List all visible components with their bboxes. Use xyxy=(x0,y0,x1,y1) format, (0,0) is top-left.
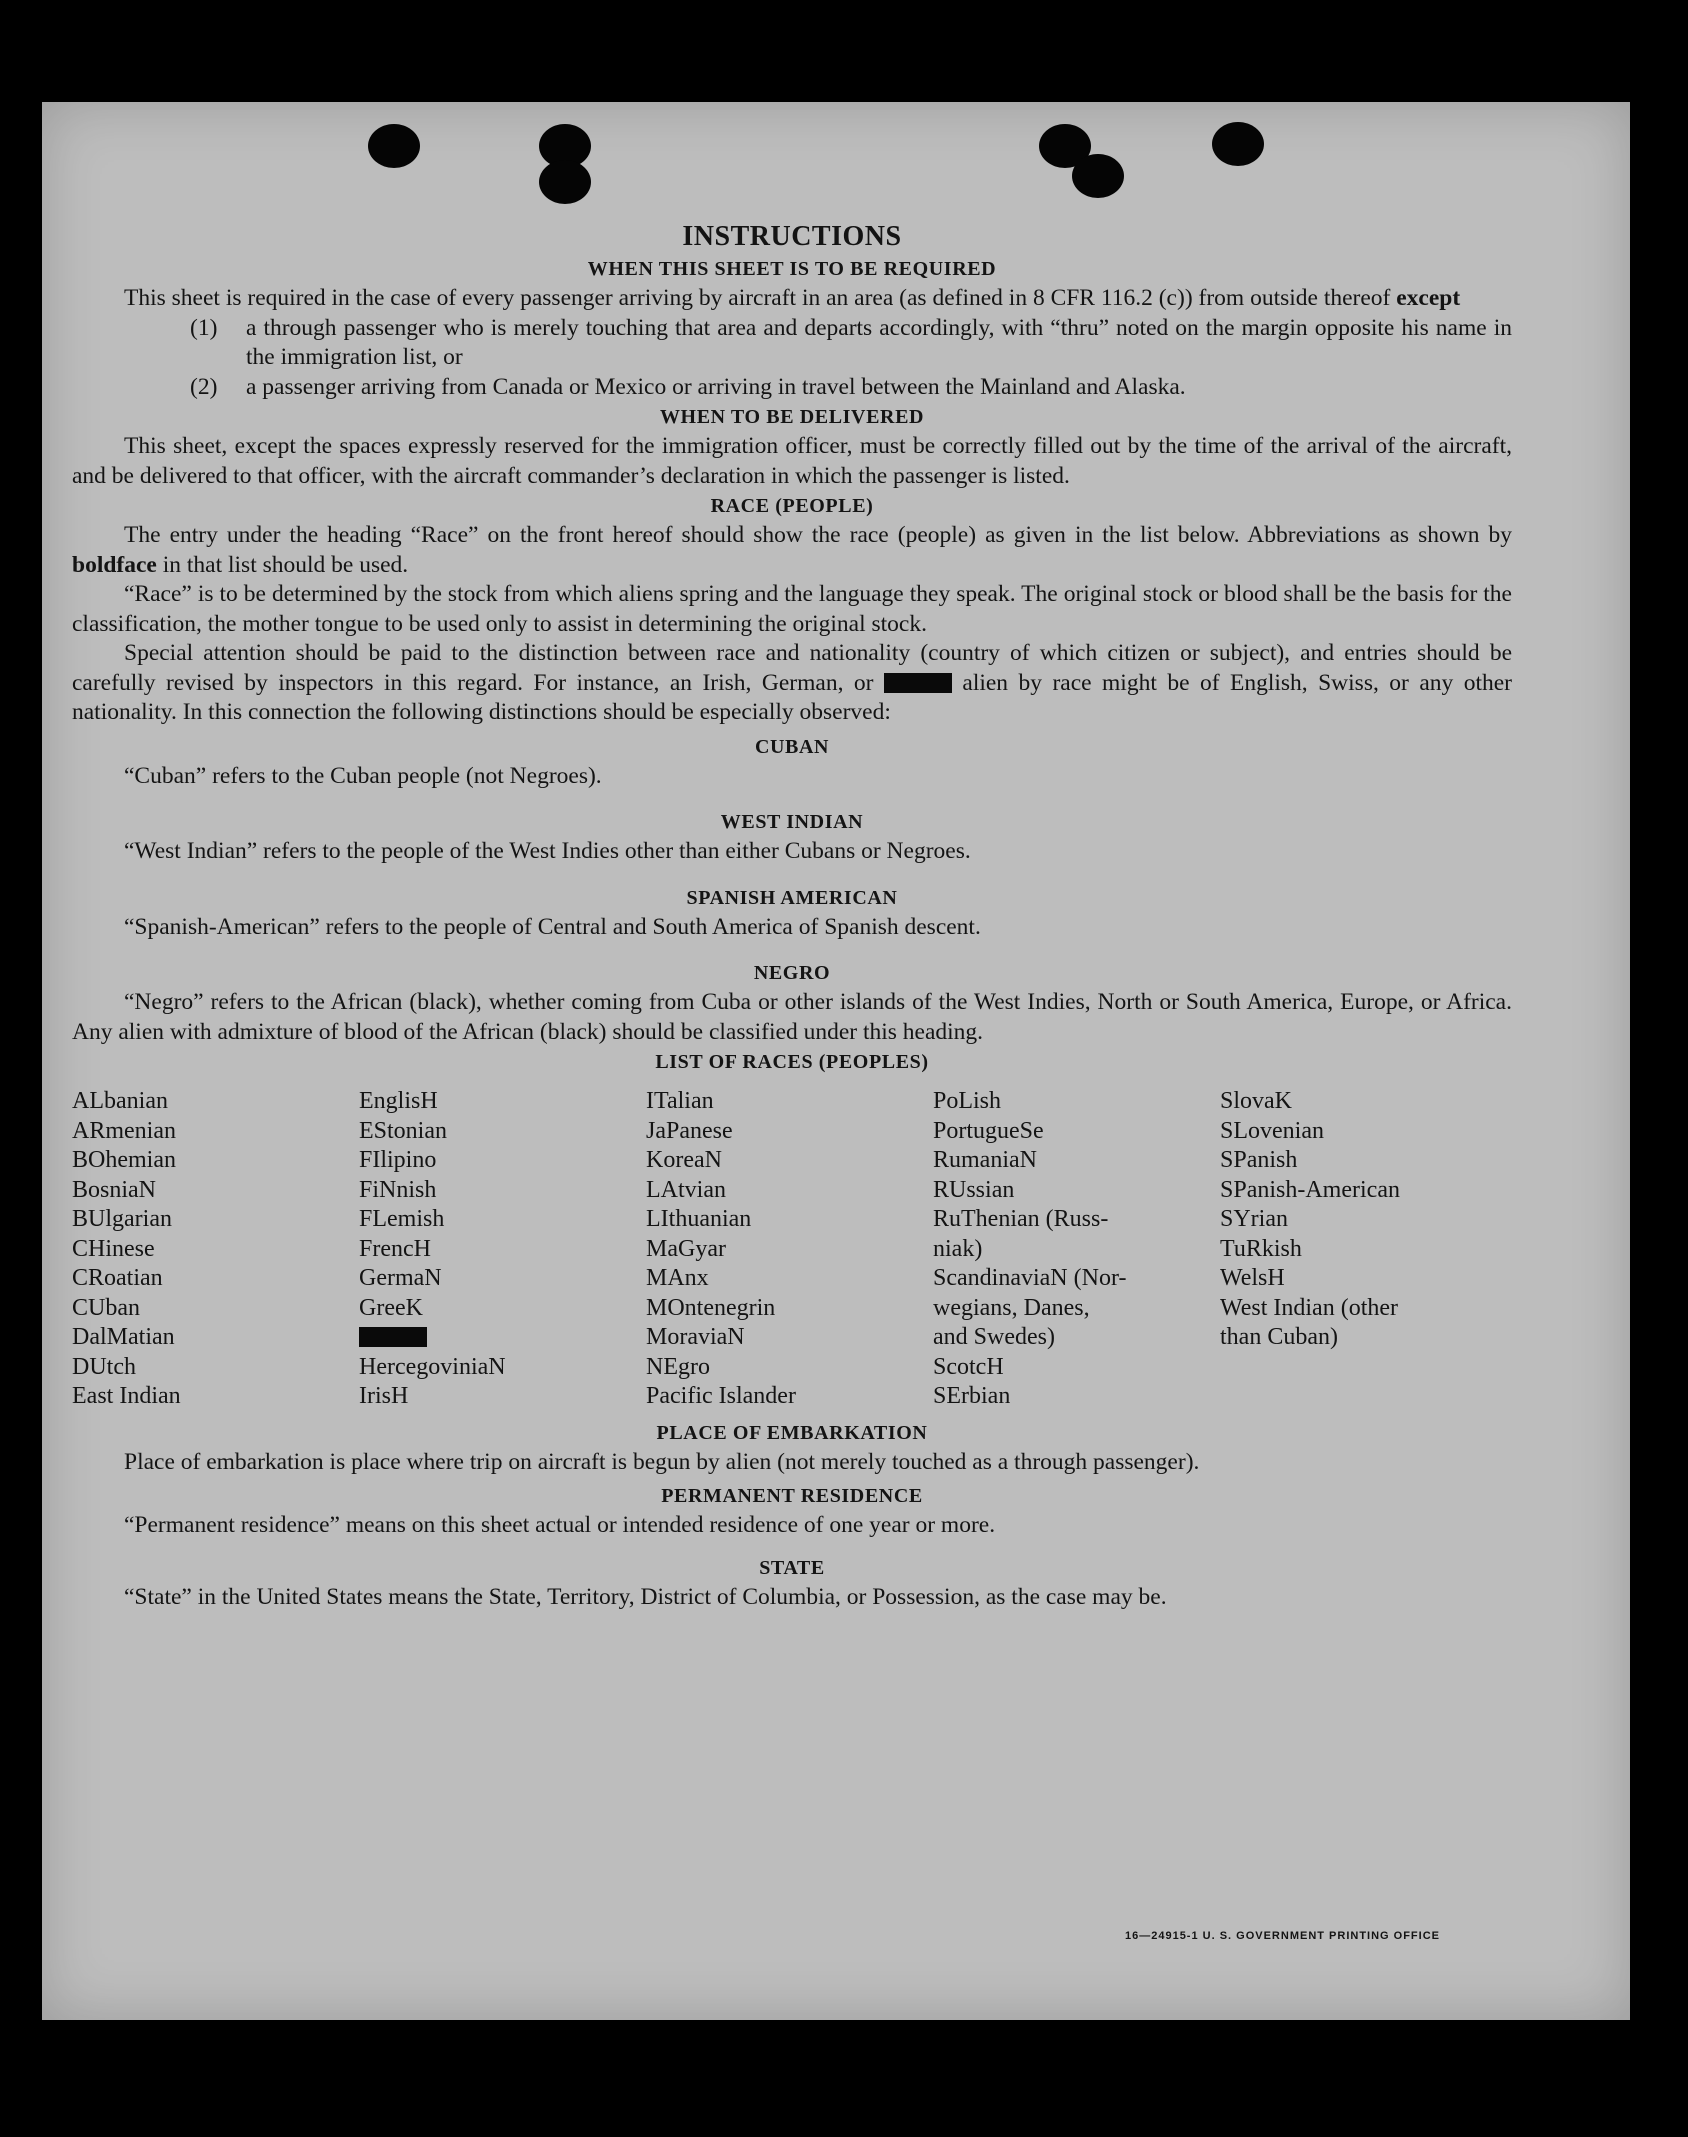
race-cell: GreeK xyxy=(359,1294,423,1321)
paragraph: Place of embarkation is place where trip on aircraft is begun by alien (not merely touched as a through passenger). xyxy=(124,1448,1200,1475)
race-cell: KoreaN xyxy=(646,1147,722,1173)
race-cell: FiNnish xyxy=(359,1176,437,1203)
race-cell: RumaniaN xyxy=(933,1147,1037,1173)
paragraph: “State” in the United States means the State, Territory, District of Columbia, or Possession, as the case may be. xyxy=(124,1583,1167,1610)
race-cell: PoLish xyxy=(933,1088,1002,1114)
race-cell: EStonian xyxy=(359,1117,447,1144)
section-heading: PERMANENT RESIDENCE xyxy=(661,1485,923,1507)
race-cell: than Cuban) xyxy=(1220,1324,1338,1350)
punch-hole xyxy=(368,124,420,168)
race-cell: PortugueSe xyxy=(933,1117,1044,1144)
race-cell: SlovaK xyxy=(1220,1088,1292,1114)
page-title: INSTRUCTIONS xyxy=(682,221,902,252)
race-cell: wegians, Danes, xyxy=(933,1294,1090,1321)
paragraph: Special attention should be paid to the distinction between race and nationality (country of which citizen or subject), and entries should be carefully revised by inspectors in this regard. For instance, an Irish, German, or alien by race might be of English, Swiss, or any other nationality. In this connection the following distinctions should be especially observed: xyxy=(72,640,1512,725)
section-heading: CUBAN xyxy=(754,735,830,758)
race-cell: SLovenian xyxy=(1220,1117,1324,1144)
paragraph: “Cuban” refers to the Cuban people (not Negroes). xyxy=(124,762,602,789)
race-cell: CHinese xyxy=(72,1235,155,1262)
race-cell: DalMatian xyxy=(72,1324,175,1350)
race-cell: ARmenian xyxy=(72,1117,176,1144)
race-cell: DUtch xyxy=(72,1353,136,1380)
section-heading: PLACE OF EMBARKATION xyxy=(656,1421,928,1444)
race-cell: RUssian xyxy=(933,1176,1015,1203)
section-heading: NEGRO xyxy=(753,962,831,984)
section-heading: LIST OF RACES (PEOPLES) xyxy=(655,1051,929,1073)
race-cell: SErbian xyxy=(933,1383,1011,1409)
paragraph: The entry under the heading “Race” on the front hereof should show the race (people) as given in the list below. Abbreviations as shown by boldface in that list should be used. xyxy=(72,522,1512,578)
race-cell: LAtvian xyxy=(646,1176,726,1203)
document-body xyxy=(72,220,1512,1612)
race-cell: niak) xyxy=(933,1235,983,1262)
race-cell: GermaN xyxy=(359,1265,442,1291)
race-cell: MAnx xyxy=(646,1265,709,1291)
race-cell: ScandinaviaN (Nor- xyxy=(933,1265,1127,1291)
race-cell: SPanish xyxy=(1220,1147,1298,1173)
race-cell: CRoatian xyxy=(72,1265,163,1291)
race-cell: and Swedes) xyxy=(933,1324,1055,1350)
race-cell: West Indian (other xyxy=(1220,1294,1399,1321)
race-cell: BOhemian xyxy=(72,1147,176,1173)
redaction xyxy=(359,1327,427,1347)
race-cell: Pacific Islander xyxy=(646,1383,796,1409)
race-cell: WelsH xyxy=(1220,1265,1285,1291)
paragraph: “Permanent residence” means on this sheet actual or intended residence of one year or more. xyxy=(124,1512,996,1538)
punch-hole xyxy=(539,160,591,204)
race-cell: MoraviaN xyxy=(646,1324,745,1350)
race-cell: BUlgarian xyxy=(72,1206,172,1232)
paragraph: “Spanish-American” refers to the people of Central and South America of Spanish descent. xyxy=(124,913,981,940)
race-cell: ALbanian xyxy=(72,1088,168,1114)
list-item: (2) a passenger arriving from Canada or Mexico or arriving in travel between the Mainland and Alaska. xyxy=(190,373,1186,400)
race-cell: HercegoviniaN xyxy=(359,1353,506,1380)
redaction xyxy=(884,673,952,693)
paragraph: “Race” is to be determined by the stock from which aliens spring and the language they speak. The original stock or blood shall be the basis for the classification, the mother tongue to be used only to assist in determining the original stock. xyxy=(72,581,1512,637)
race-cell: BosniaN xyxy=(72,1176,156,1203)
race-cell: East Indian xyxy=(72,1383,181,1409)
list-item: (1) a through passenger who is merely touching that area and departs accordingly, with “thru” noted on the margin opposite his name in the immigration list, or xyxy=(190,314,1512,370)
race-cell: LIthuanian xyxy=(646,1206,752,1232)
section-heading: SPANISH AMERICAN xyxy=(686,886,898,909)
section-heading: WHEN TO BE DELIVERED xyxy=(659,406,925,428)
section-heading: WHEN THIS SHEET IS TO BE REQUIRED xyxy=(587,258,997,280)
printer-imprint: 16—24915-1 U. S. GOVERNMENT PRINTING OFFICE xyxy=(1124,1930,1440,1942)
punch-hole xyxy=(1212,122,1264,166)
race-cell: ITalian xyxy=(646,1088,714,1114)
race-cell: CUban xyxy=(72,1294,140,1321)
race-cell xyxy=(359,1323,646,1353)
race-cell xyxy=(1220,1382,1520,1412)
paragraph: “West Indian” refers to the people of the West Indies other than either Cubans or Negroes. xyxy=(124,838,971,864)
race-cell: EnglisH xyxy=(359,1088,438,1114)
race-cell: FLemish xyxy=(359,1206,445,1232)
race-cell: FrencH xyxy=(359,1235,431,1262)
race-cell: JaPanese xyxy=(646,1117,733,1144)
race-cell: FIlipino xyxy=(359,1147,437,1173)
race-cell: IrisH xyxy=(359,1383,409,1409)
section-heading: STATE xyxy=(759,1556,825,1579)
race-cell: MOntenegrin xyxy=(646,1294,776,1321)
races-table xyxy=(72,1087,1512,1412)
paragraph: This sheet, except the spaces expressly reserved for the immigration officer, must be correctly filled out by the time of the arrival of the aircraft, and be delivered to that officer, with the aircraft commander’s declaration in which the passenger is listed. xyxy=(72,433,1512,489)
race-cell: RuThenian (Russ- xyxy=(933,1206,1109,1232)
race-cell xyxy=(1220,1353,1520,1383)
document-sheet xyxy=(42,102,1630,2020)
paragraph: This sheet is required in the case of every passenger arriving by aircraft in an area (as defined in 8 CFR 116.2 (c)) from outside thereof except xyxy=(124,285,1461,311)
punch-hole xyxy=(1072,154,1124,198)
race-cell: ScotcH xyxy=(933,1353,1004,1380)
race-cell: SPanish-American xyxy=(1220,1176,1400,1203)
section-heading: RACE (PEOPLE) xyxy=(710,495,874,517)
paragraph: “Negro” refers to the African (black), whether coming from Cuba or other islands of the West Indies, North or South America, Europe, or Africa. Any alien with admixture of blood of the African (black) should be classified under this heading. xyxy=(72,989,1512,1045)
race-cell: TuRkish xyxy=(1220,1235,1302,1262)
section-heading: WEST INDIAN xyxy=(720,811,864,833)
race-cell: SYrian xyxy=(1220,1206,1288,1232)
race-cell: MaGyar xyxy=(646,1235,726,1262)
race-cell: NEgro xyxy=(646,1353,710,1380)
